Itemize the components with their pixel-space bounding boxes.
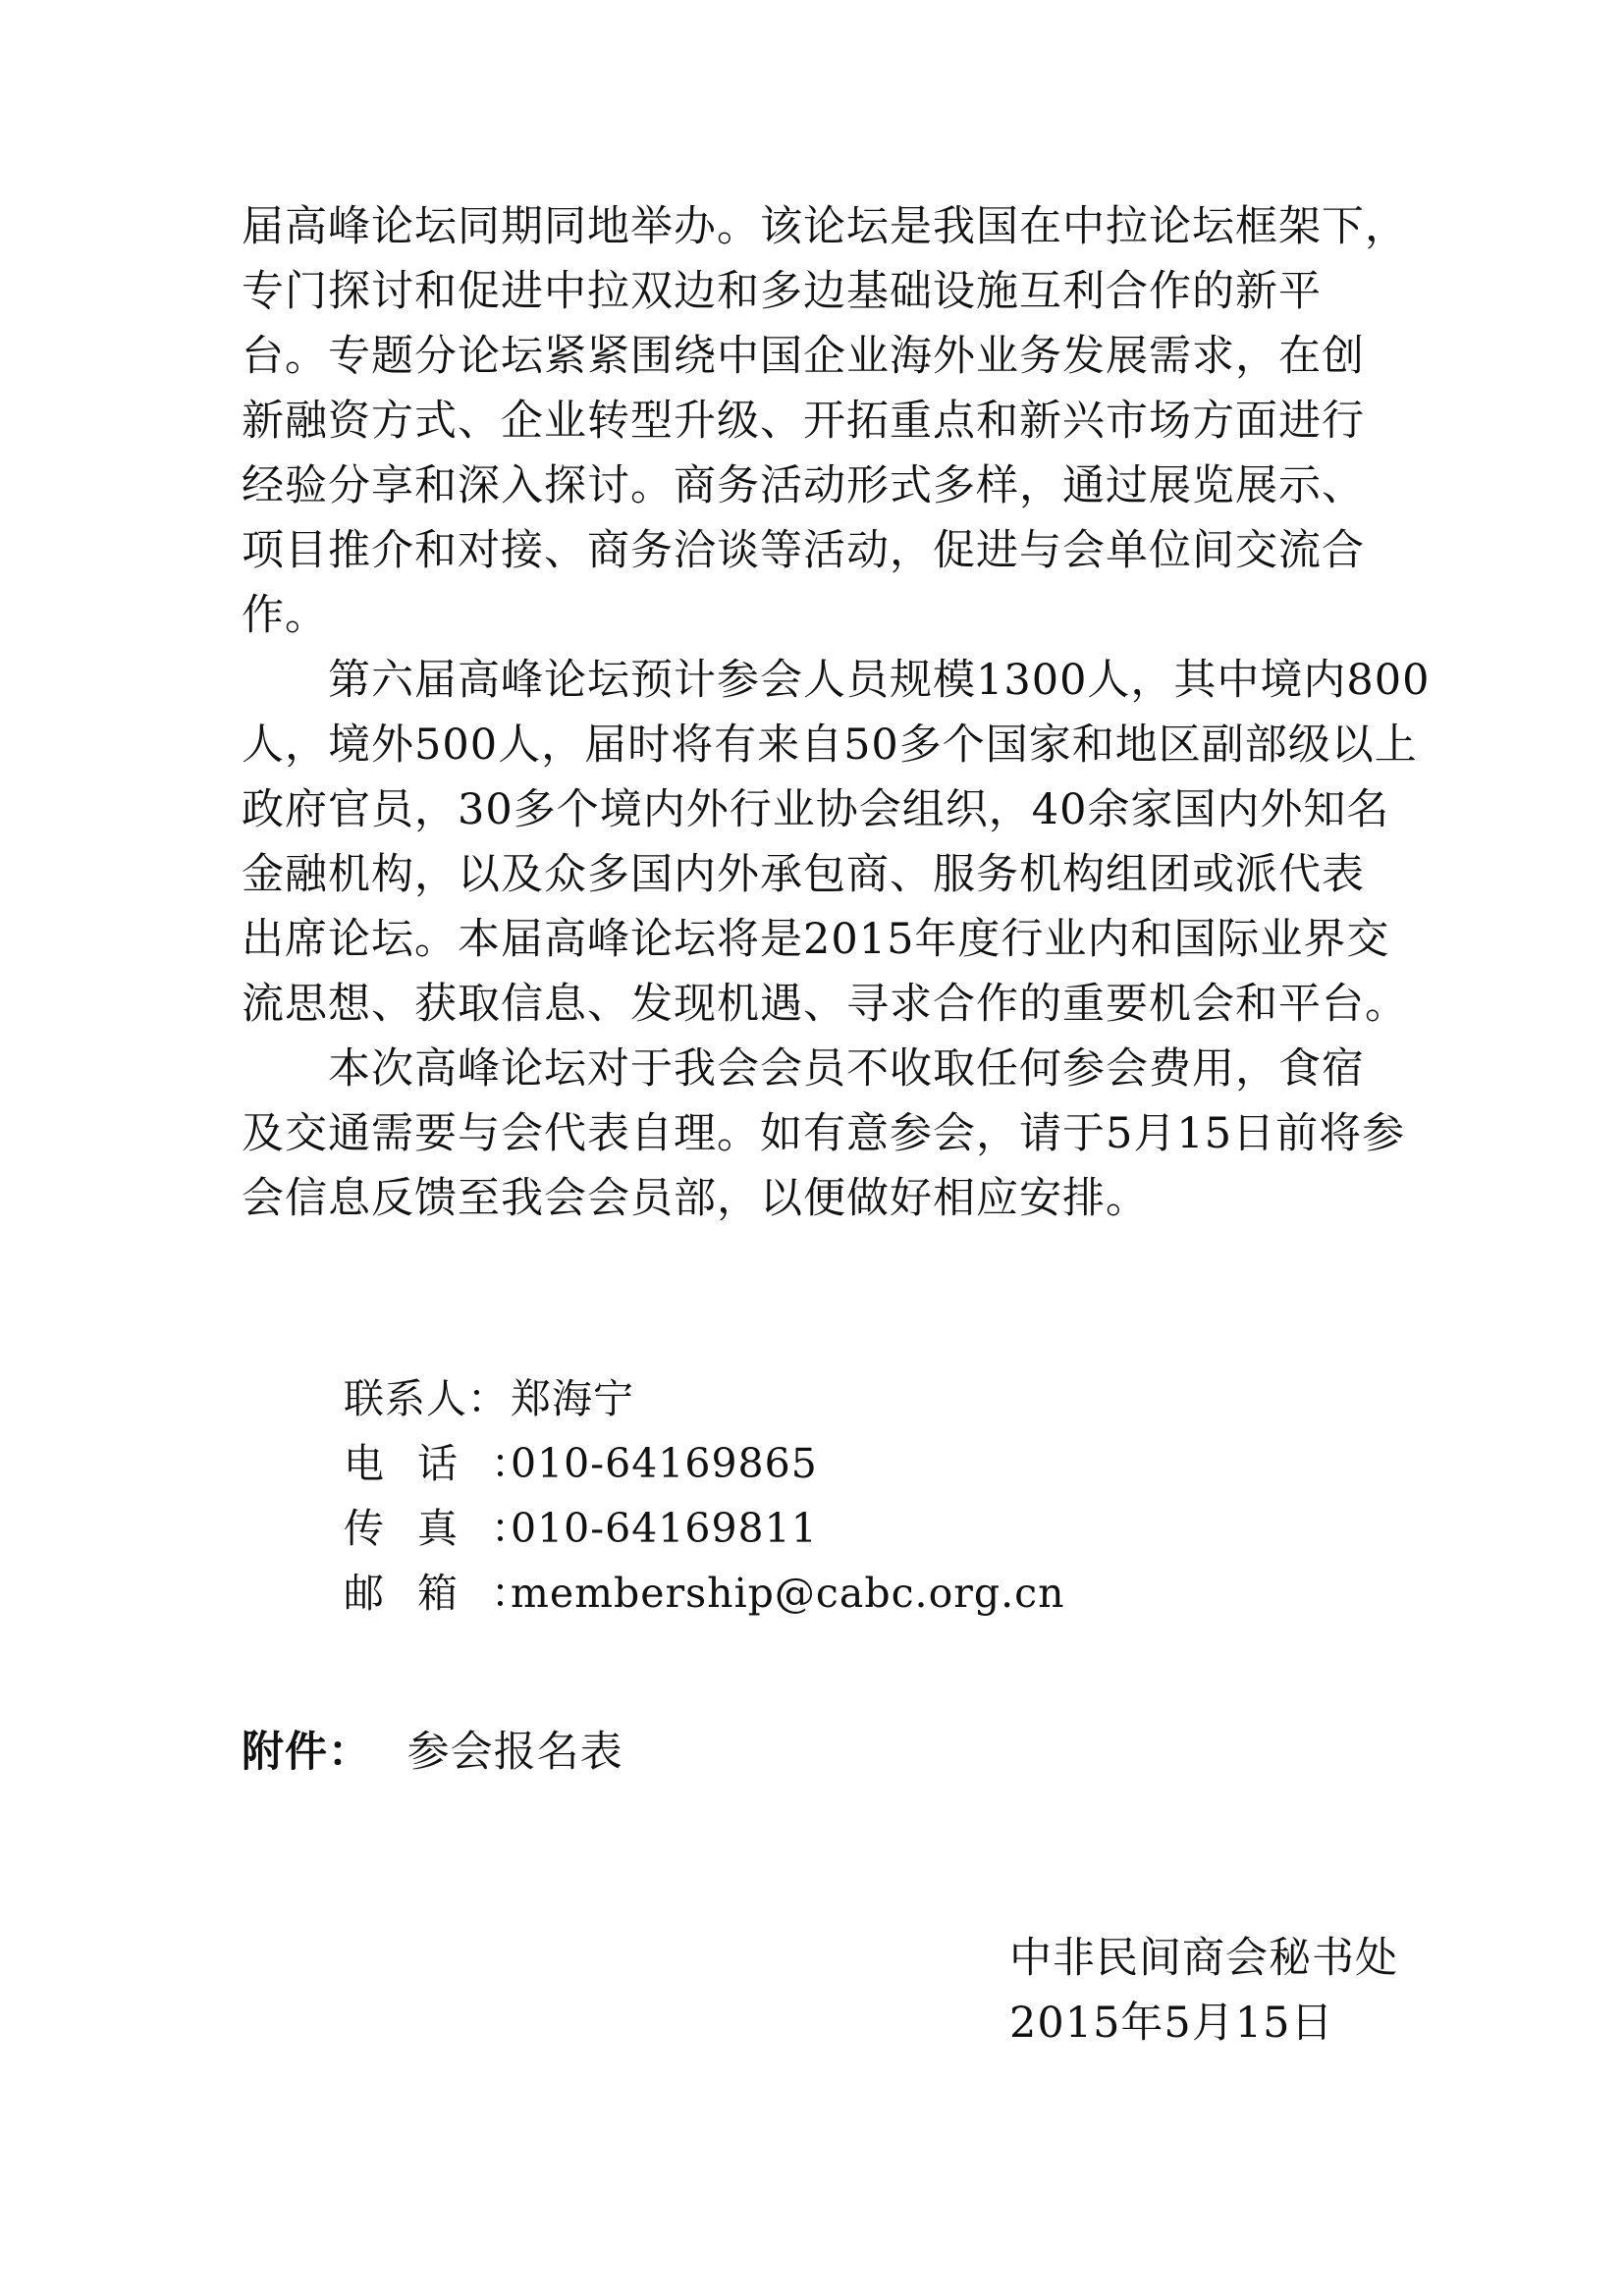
signature-block [1009,1926,1398,2056]
paragraph-1-line-4: 新融资方式、企业转型升级、开拓重点和新兴市场方面进行 [242,397,1365,446]
contact-phone-value: 010-64169865 [511,1440,818,1487]
paragraph-1-line-3: 台。专题分论坛紧紧围绕中国企业海外业务发展需求，在创 [242,332,1365,381]
contact-email-row [344,1561,1065,1626]
attachment-value: 参会报名表 [406,1728,623,1777]
paragraph-2-line-2: 人，境外500人，届时将有来自50多个国家和地区副部级以上 [242,721,1418,770]
contact-fax-value: 010-64169811 [511,1505,818,1552]
paragraph-1-line-7: 作。 [242,591,328,640]
contact-phone-row [344,1431,1065,1496]
attachment-line [242,1720,623,1785]
paragraph-1-line-5: 经验分享和深入探讨。商务活动形式多样，通过展览展示、 [242,461,1365,510]
body-text [242,194,1431,1231]
contact-block [344,1366,1065,1626]
paragraph-2-line-1: 第六届高峰论坛预计参会人员规模1300人，其中境内800 [242,656,1431,705]
paragraph-3-line-2: 及交通需要与会代表自理。如有意参会，请于5月15日前将参 [242,1109,1406,1158]
contact-fax-label: 传真： [344,1505,565,1552]
contact-email-label: 邮箱： [344,1570,565,1617]
contact-person-value: 郑海宁 [511,1375,634,1422]
contact-email-value: membership@cabc.org.cn [511,1570,1065,1617]
paragraph-2-line-6: 流思想、获取信息、发现机遇、寻求合作的重要机会和平台。 [242,980,1408,1029]
attachment-label: 附件： [242,1728,371,1777]
contact-phone-label: 电话： [344,1440,565,1487]
signature-organization: 中非民间商会秘书处 [1009,1934,1398,1983]
paragraph-2-line-5: 出席论坛。本届高峰论坛将是2015年度行业内和国际业界交 [242,915,1390,964]
paragraph-1-line-2: 专门探讨和促进中拉双边和多边基础设施互利合作的新平 [242,267,1322,316]
paragraph-1-line-1: 届高峰论坛同期同地举办。该论坛是我国在中拉论坛框架下， [242,202,1408,251]
contact-person-row [344,1366,1065,1431]
contact-fax-row [344,1496,1065,1561]
paragraph-2-line-3: 政府官员，30多个境内外行业协会组织，40余家国内外知名 [242,785,1390,834]
paragraph-1-line-6: 项目推介和对接、商务洽谈等活动，促进与会单位间交流合 [242,526,1365,575]
paragraph-3-line-1: 本次高峰论坛对于我会会员不收取任何参会费用，食宿 [242,1044,1365,1094]
signature-date: 2015年5月15日 [1009,1999,1334,2048]
paragraph-2-line-4: 金融机构，以及众多国内外承包商、服务机构组团或派代表 [242,850,1365,899]
contact-person-label: 联系人： [344,1375,509,1422]
paragraph-3-line-3: 会信息反馈至我会会员部，以便做好相应安排。 [242,1174,1149,1223]
